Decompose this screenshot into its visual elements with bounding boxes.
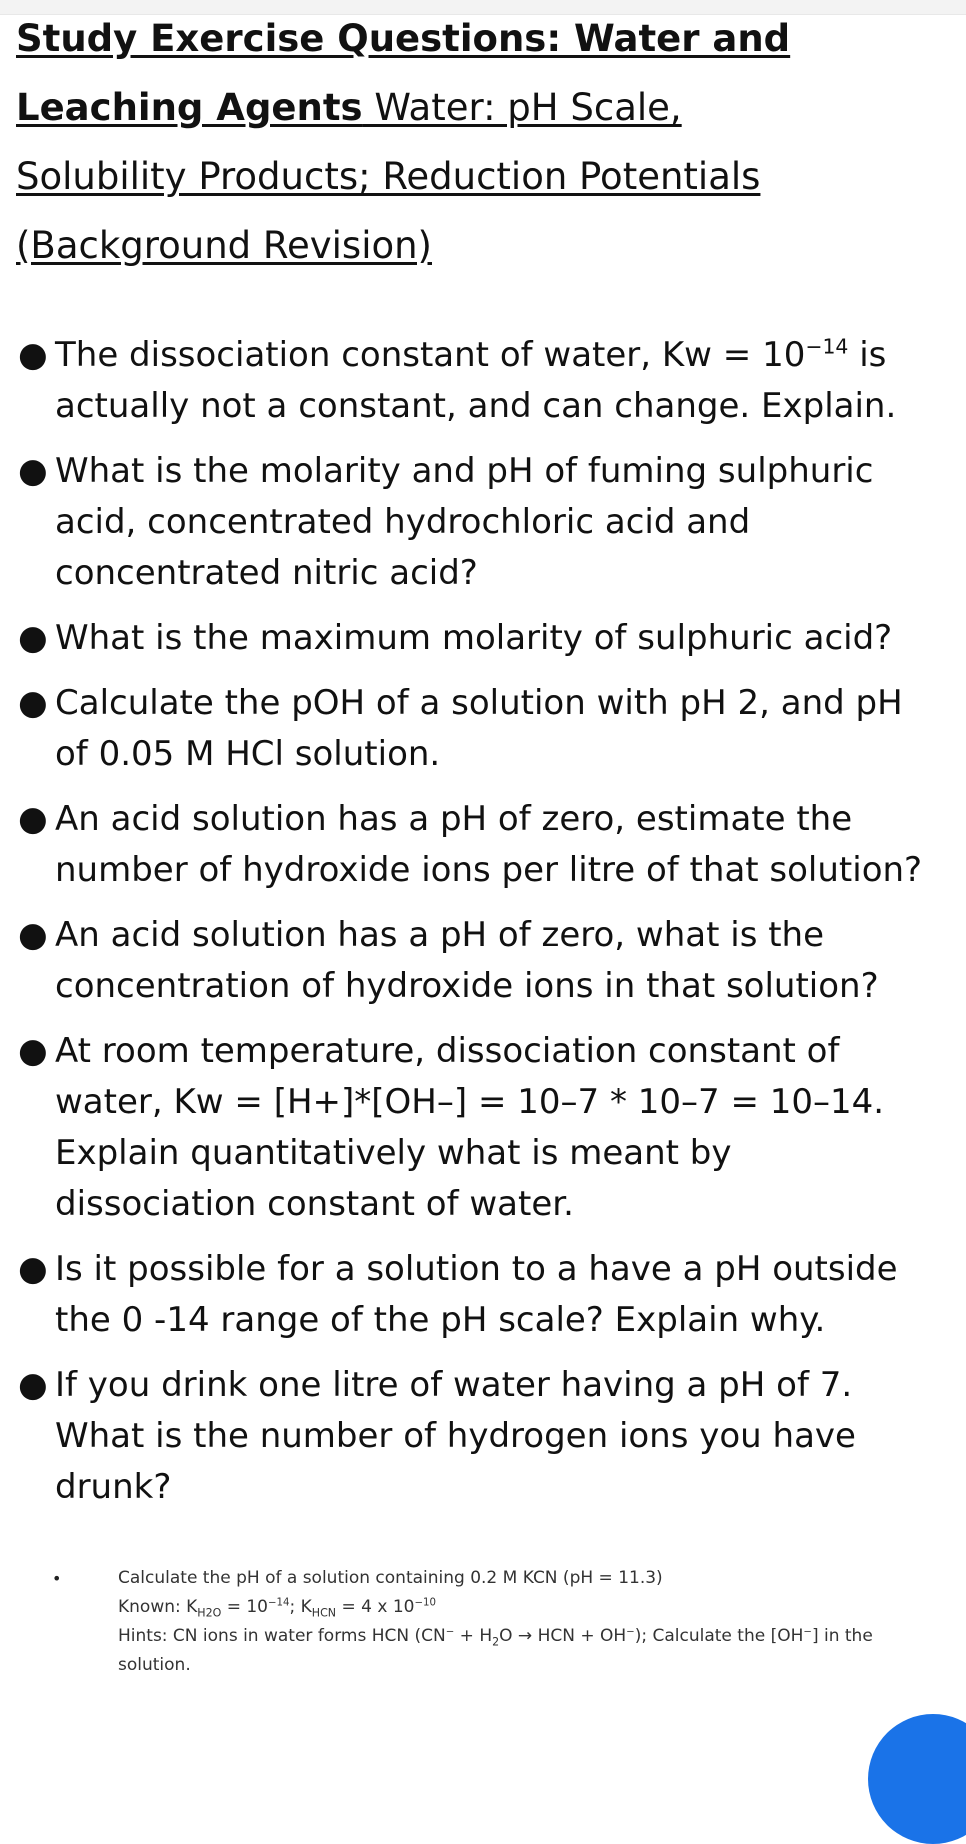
bullet-icon: ● (18, 799, 48, 839)
title-solubility: Solubility Products; Reduction Potentials (16, 155, 761, 198)
question-item: ● What is the maximum molarity of sulphuric acid? (0, 613, 940, 664)
kcn-hints: Hints: CN ions in water forms HCN ($CN^- + H_2O$ → HCN + OH−); Calculate the [OH−] in the solution. (118, 1626, 873, 1675)
bullet-icon: ● (18, 618, 48, 658)
kcn-known: Known: $K_{H2O} = 10^{-14}$; $K_{HCN} = 4$ x $10^{-10}$ (118, 1597, 436, 1620)
bullet-icon: ● (18, 1365, 48, 1405)
floating-action-button[interactable] (868, 1714, 966, 1844)
question-item: ● An acid solution has a pH of zero, what is the concentration of hydroxide ions in that solution? (0, 910, 940, 1012)
question-item: ● At room temperature, dissociation constant of water, Kw = [H+]*[OH–] = 10–7 * 10–7 = 10–14. Explain quantitatively what is meant by dissociation constant of water. (0, 1026, 940, 1230)
kcn-exercise-body (118, 1564, 938, 1680)
title-water-ph-scale: Water: pH Scale, (362, 86, 682, 129)
question-item: ● An acid solution has a pH of zero, estimate the number of hydroxide ions per litre of that solution? (0, 794, 940, 896)
title-background-revision: (Background Revision) (16, 224, 432, 267)
question-item: ● Calculate the pOH of a solution with pH 2, and pH of 0.05 M HCl solution. (0, 678, 940, 780)
bullet-icon: ● (18, 335, 48, 375)
small-bullet-icon: • (52, 1569, 62, 1588)
bullet-icon: ● (18, 915, 48, 955)
kcn-exercise (0, 1564, 940, 1680)
bullet-icon: ● (18, 1031, 48, 1071)
question-item: ● What is the molarity and pH of fuming sulphuric acid, concentrated hydrochloric acid and concentrated nitric acid? (0, 446, 940, 599)
kcn-question: Calculate the pH of a solution containing 0.2 M KCN (pH = 11.3) (118, 1568, 663, 1588)
question-item: ● If you drink one litre of water having a pH of 7. What is the number of hydrogen ions you have drunk? (0, 1360, 940, 1513)
bullet-icon: ● (18, 683, 48, 723)
question-list (0, 330, 940, 1513)
title-line-1: Study Exercise Questions: Water and (16, 17, 791, 60)
page-title (16, 4, 916, 280)
bullet-icon: ● (18, 451, 48, 491)
title-leaching-agents: Leaching Agents (16, 86, 363, 129)
bullet-icon: ● (18, 1249, 48, 1289)
question-item: ● The dissociation constant of water, $Kw = 10^{-14}$ is actually not a constant, and can change. Explain. (0, 330, 940, 432)
question-item: ● Is it possible for a solution to a have a pH outside the 0 -14 range of the pH scale? Explain why. (0, 1244, 940, 1346)
